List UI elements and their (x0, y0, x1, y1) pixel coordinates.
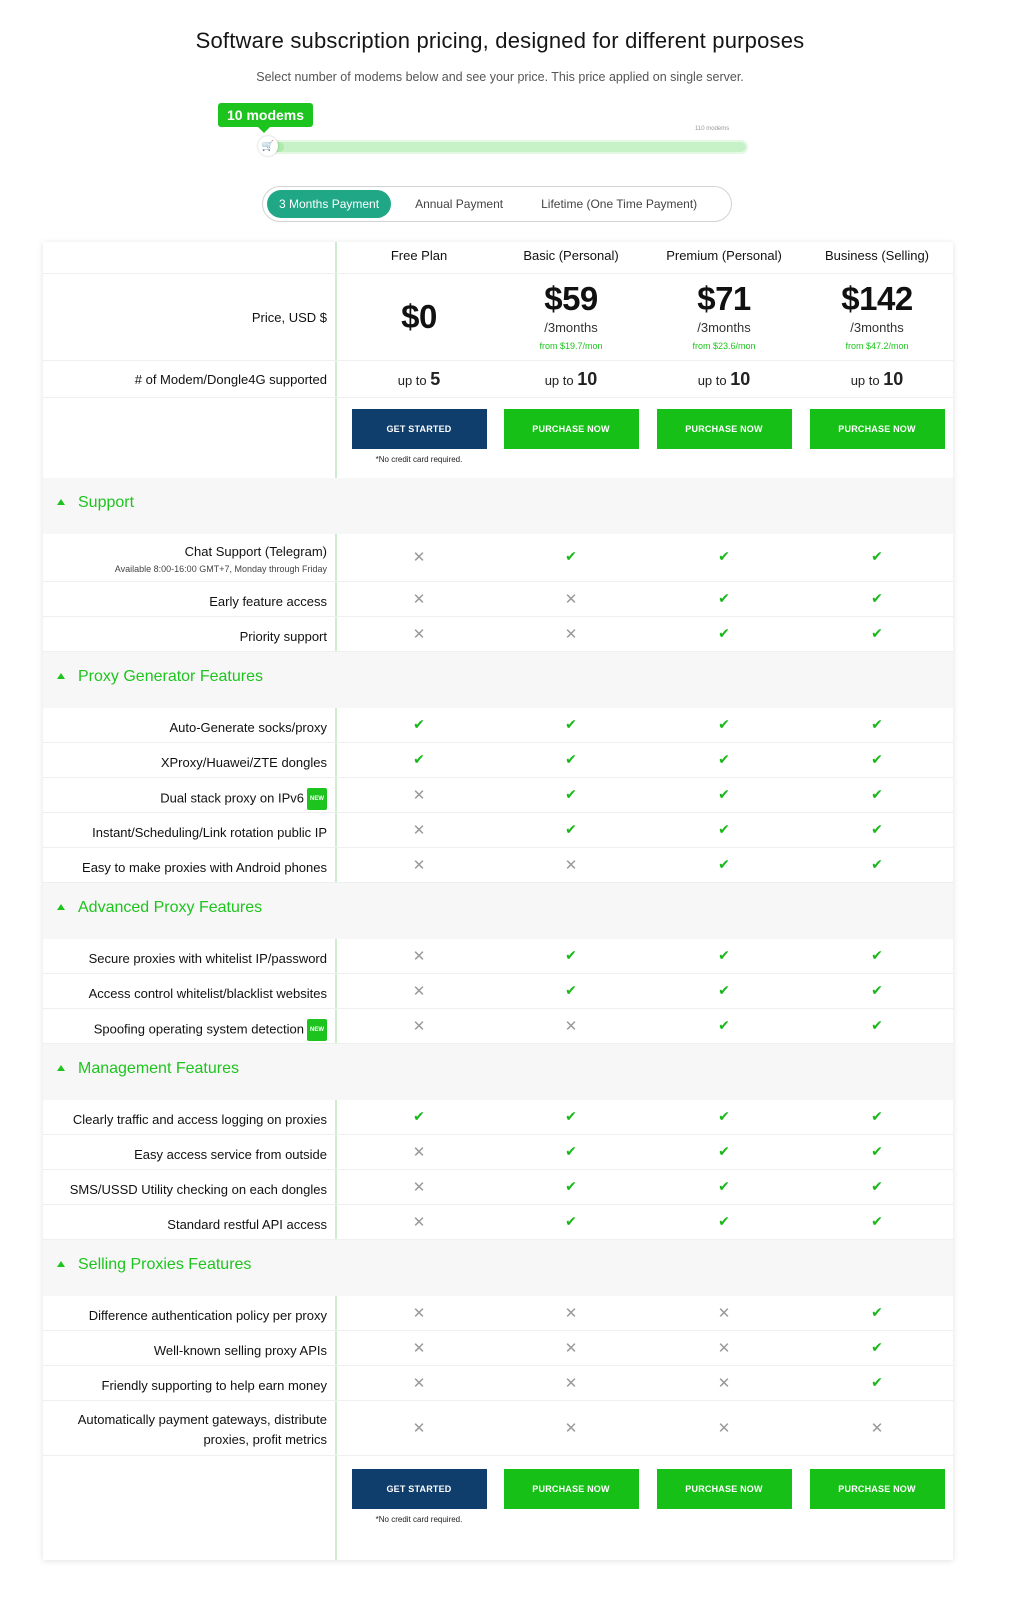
plan-cta (495, 1469, 647, 1509)
feature-label (43, 1410, 327, 1450)
feature-label (43, 544, 327, 577)
cross-icon: ✕ (564, 856, 578, 874)
check-icon: ✔ (871, 1212, 883, 1229)
feature-name: Standard restful API access (167, 1217, 327, 1232)
pricing-table (43, 242, 953, 1560)
feature-row (43, 1205, 953, 1240)
plan-price: $0 (401, 298, 437, 335)
feature-label (43, 1306, 327, 1326)
feature-row (43, 1100, 953, 1135)
price-row (43, 274, 953, 361)
purchase-now-button[interactable]: PURCHASE NOW (810, 1469, 945, 1509)
cross-icon: ✕ (564, 1374, 578, 1392)
plan-name: Free Plan (390, 248, 448, 263)
cross-icon: ✕ (412, 1178, 426, 1196)
modem-support-row (43, 361, 953, 398)
check-icon: ✔ (871, 548, 883, 564)
check-icon: ✔ (565, 785, 577, 802)
tab-lifetime[interactable]: Lifetime (One Time Payment) (541, 197, 698, 211)
cross-icon: ✕ (870, 1419, 884, 1437)
feature-row (43, 1401, 953, 1456)
feature-row (43, 582, 953, 617)
feature-label (43, 718, 327, 738)
plan-header-row (43, 242, 953, 274)
plan-price: $142 (841, 280, 913, 317)
section-header[interactable] (43, 883, 953, 939)
cross-icon: ✕ (412, 947, 426, 965)
feature-row (43, 1170, 953, 1205)
plan-name: Basic (Personal) (523, 248, 619, 263)
section-header[interactable] (43, 478, 953, 534)
no-credit-card-note: *No credit card required. (375, 455, 463, 464)
collapse-triangle-icon (57, 673, 65, 679)
plan-cta (343, 409, 495, 464)
cross-icon: ✕ (717, 1304, 731, 1322)
plan-period: /3months (697, 320, 751, 335)
check-icon: ✔ (565, 946, 577, 963)
plan-price-block (801, 280, 953, 351)
section-title: Proxy Generator Features (78, 668, 263, 685)
feature-label (43, 1215, 327, 1235)
cross-icon: ✕ (412, 856, 426, 874)
feature-name: Easy to make proxies with Android phones (82, 860, 327, 875)
feature-name: Dual stack proxy on IPv6 (160, 790, 304, 806)
feature-name: Auto-Generate socks/proxy (169, 720, 327, 735)
check-icon: ✔ (871, 1303, 883, 1320)
plan-name: Premium (Personal) (666, 248, 782, 263)
section-title: Advanced Proxy Features (78, 899, 263, 916)
plan-cta (801, 1469, 953, 1509)
check-icon: ✔ (565, 1107, 577, 1124)
feature-label (43, 592, 327, 612)
section-header[interactable] (43, 652, 953, 708)
plan-cta (343, 1469, 495, 1524)
feature-name: Friendly supporting to help earn money (101, 1378, 327, 1393)
check-icon: ✔ (871, 589, 883, 606)
collapse-triangle-icon (57, 499, 65, 505)
feature-label (43, 823, 327, 843)
cross-icon: ✕ (717, 1339, 731, 1357)
modem-count: 5 (430, 369, 441, 389)
modem-slider-track[interactable] (258, 140, 748, 154)
cross-icon: ✕ (412, 821, 426, 839)
cross-icon: ✕ (717, 1374, 731, 1392)
feature-name: Instant/Scheduling/Link rotation public IP (92, 825, 327, 840)
cta-row-bottom (43, 1458, 953, 1538)
feature-name: Easy access service from outside (134, 1147, 327, 1162)
check-icon: ✔ (871, 1177, 883, 1194)
check-icon: ✔ (871, 1142, 883, 1159)
row-label: Price, USD $ (251, 310, 327, 325)
plan-period: /3months (544, 320, 598, 335)
row-label: # of Modem/Dongle4G supported (134, 372, 327, 387)
cross-icon: ✕ (564, 1017, 578, 1035)
feature-row (43, 974, 953, 1009)
check-icon: ✔ (871, 1107, 883, 1124)
feature-name: Access control whitelist/blacklist websites (88, 986, 327, 1001)
cross-icon: ✕ (412, 625, 426, 643)
check-icon: ✔ (718, 820, 730, 837)
feature-row (43, 813, 953, 848)
check-icon: ✔ (871, 820, 883, 837)
plan-price-block (495, 280, 647, 351)
check-icon: ✔ (871, 1373, 883, 1390)
check-icon: ✔ (718, 785, 730, 802)
feature-row (43, 1296, 953, 1331)
check-icon: ✔ (718, 1212, 730, 1229)
feature-sublabel: Available 8:00-16:00 GMT+7, Monday through Friday (114, 564, 327, 574)
plan-price-block (343, 298, 495, 336)
check-icon: ✔ (565, 715, 577, 732)
feature-row (43, 778, 953, 813)
cross-icon: ✕ (412, 982, 426, 1000)
slider-max-label: 110 modems (695, 126, 730, 132)
modem-count: 10 (577, 369, 598, 389)
check-icon: ✔ (565, 1212, 577, 1229)
check-icon: ✔ (718, 548, 730, 564)
purchase-now-button[interactable]: PURCHASE NOW (657, 1469, 792, 1509)
tab-3-months[interactable]: 3 Months Payment (267, 190, 391, 218)
cart-icon: 🛒 (261, 140, 275, 152)
check-icon: ✔ (565, 548, 577, 564)
plan-cta (801, 409, 953, 449)
cross-icon: ✕ (564, 1419, 578, 1437)
feature-row (43, 1366, 953, 1401)
feature-row (43, 617, 953, 652)
check-icon: ✔ (718, 624, 730, 641)
check-icon: ✔ (718, 981, 730, 998)
purchase-now-button[interactable]: PURCHASE NOW (810, 409, 945, 449)
check-icon: ✔ (718, 1107, 730, 1124)
feature-label (43, 1180, 327, 1200)
feature-row (43, 708, 953, 743)
modem-limit (343, 369, 495, 390)
modem-limit (495, 369, 647, 390)
modem-prefix: up to (850, 373, 880, 388)
check-icon: ✔ (871, 946, 883, 963)
modem-limit (801, 369, 953, 390)
purchase-now-button[interactable]: PURCHASE NOW (504, 1469, 639, 1509)
no-credit-card-note: *No credit card required. (375, 1515, 463, 1524)
modem-prefix: up to (697, 373, 727, 388)
cross-icon: ✕ (412, 549, 426, 566)
check-icon: ✔ (871, 855, 883, 872)
feature-name: Well-known selling proxy APIs (153, 1343, 327, 1358)
feature-label (43, 1145, 327, 1165)
cross-icon: ✕ (412, 1213, 426, 1231)
feature-row (43, 743, 953, 778)
feature-name: Automatically payment gateways, distribute proxies, profit metrics (77, 1412, 327, 1447)
check-icon: ✔ (871, 785, 883, 802)
feature-row (43, 1331, 953, 1366)
feature-label (43, 1376, 327, 1396)
plan-name: Business (Selling) (824, 248, 930, 263)
cross-icon: ✕ (717, 1419, 731, 1437)
cross-icon: ✕ (412, 1304, 426, 1322)
feature-label (43, 753, 327, 773)
get-started-button[interactable]: GET STARTED (352, 409, 487, 449)
section-header[interactable] (43, 1044, 953, 1100)
feature-name: Priority support (239, 629, 327, 644)
feature-row (43, 1135, 953, 1170)
check-icon: ✔ (718, 589, 730, 606)
plan-price: $71 (697, 280, 751, 317)
check-icon: ✔ (718, 1016, 730, 1033)
feature-row (43, 939, 953, 974)
plan-monthly-price: from $23.6/mon (692, 341, 756, 351)
check-icon: ✔ (718, 1177, 730, 1194)
collapse-triangle-icon (57, 1261, 65, 1267)
plan-price: $59 (544, 280, 598, 317)
check-icon: ✔ (413, 715, 425, 732)
feature-name: Clearly traffic and access logging on proxies (72, 1112, 327, 1127)
feature-label (43, 1019, 327, 1041)
new-badge: NEW (307, 1019, 327, 1041)
cross-icon: ✕ (412, 1339, 426, 1357)
feature-row (43, 1009, 953, 1044)
section-header[interactable] (43, 1240, 953, 1296)
check-icon: ✔ (718, 750, 730, 767)
cross-icon: ✕ (564, 590, 578, 608)
plan-cta (648, 1469, 800, 1509)
feature-label (43, 788, 327, 810)
payment-period-tabs (262, 186, 732, 222)
plan-cta (648, 409, 800, 449)
check-icon: ✔ (718, 855, 730, 872)
feature-name: Chat Support (Telegram) (184, 544, 327, 559)
section-title: Management Features (78, 1060, 239, 1077)
tab-annual[interactable]: Annual Payment (415, 197, 504, 211)
check-icon: ✔ (718, 946, 730, 963)
cross-icon: ✕ (412, 1419, 426, 1437)
check-icon: ✔ (565, 981, 577, 998)
feature-name: XProxy/Huawei/ZTE dongles (160, 755, 327, 770)
modem-prefix: up to (544, 373, 574, 388)
cross-icon: ✕ (412, 590, 426, 608)
get-started-button[interactable]: GET STARTED (352, 1469, 487, 1509)
check-icon: ✔ (871, 750, 883, 767)
plan-cta (495, 409, 647, 449)
page-title: Software subscription pricing, designed for different purposes (195, 28, 805, 53)
plan-period: /3months (850, 320, 904, 335)
collapse-triangle-icon (57, 904, 65, 910)
feature-name: Secure proxies with whitelist IP/password (88, 951, 327, 966)
modem-limit (648, 369, 800, 390)
feature-label (43, 858, 327, 878)
check-icon: ✔ (565, 1177, 577, 1194)
cross-icon: ✕ (412, 1143, 426, 1161)
plan-monthly-price: from $47.2/mon (845, 341, 909, 351)
modem-count: 10 (730, 369, 751, 389)
check-icon: ✔ (871, 1338, 883, 1355)
cross-icon: ✕ (564, 1339, 578, 1357)
modem-prefix: up to (397, 373, 427, 388)
new-badge: NEW (307, 788, 327, 810)
check-icon: ✔ (565, 750, 577, 767)
check-icon: ✔ (565, 1142, 577, 1159)
section-title: Support (78, 494, 135, 511)
purchase-now-button[interactable]: PURCHASE NOW (657, 409, 792, 449)
check-icon: ✔ (871, 981, 883, 998)
cross-icon: ✕ (412, 786, 426, 804)
check-icon: ✔ (718, 715, 730, 732)
page-subtitle: Select number of modems below and see your price. This price applied on single server. (256, 70, 744, 84)
feature-row (43, 534, 953, 582)
slider-handle[interactable] (258, 136, 278, 156)
feature-label (43, 984, 327, 1004)
check-icon: ✔ (871, 624, 883, 641)
check-icon: ✔ (413, 750, 425, 767)
plan-monthly-price: from $19.7/mon (539, 341, 603, 351)
cross-icon: ✕ (412, 1017, 426, 1035)
cta-row-top (43, 398, 953, 478)
check-icon: ✔ (871, 1016, 883, 1033)
feature-name: SMS/USSD Utility checking on each dongles (69, 1182, 327, 1197)
section-title: Selling Proxies Features (78, 1256, 252, 1273)
collapse-triangle-icon (57, 1065, 65, 1071)
check-icon: ✔ (413, 1107, 425, 1124)
purchase-now-button[interactable]: PURCHASE NOW (504, 409, 639, 449)
check-icon: ✔ (718, 1142, 730, 1159)
feature-label (43, 1341, 327, 1361)
cross-icon: ✕ (564, 1304, 578, 1322)
feature-label (43, 1110, 327, 1130)
feature-label (43, 949, 327, 969)
feature-name: Early feature access (209, 594, 327, 609)
feature-name: Spoofing operating system detection (93, 1021, 304, 1037)
check-icon: ✔ (871, 715, 883, 732)
modem-count: 10 (883, 369, 904, 389)
cross-icon: ✕ (412, 1374, 426, 1392)
feature-row (43, 848, 953, 883)
plan-price-block (648, 280, 800, 351)
modem-count-badge: 10 modems (218, 103, 313, 127)
feature-label (43, 627, 327, 647)
cross-icon: ✕ (564, 625, 578, 643)
check-icon: ✔ (565, 820, 577, 837)
feature-name: Difference authentication policy per proxy (88, 1308, 327, 1323)
